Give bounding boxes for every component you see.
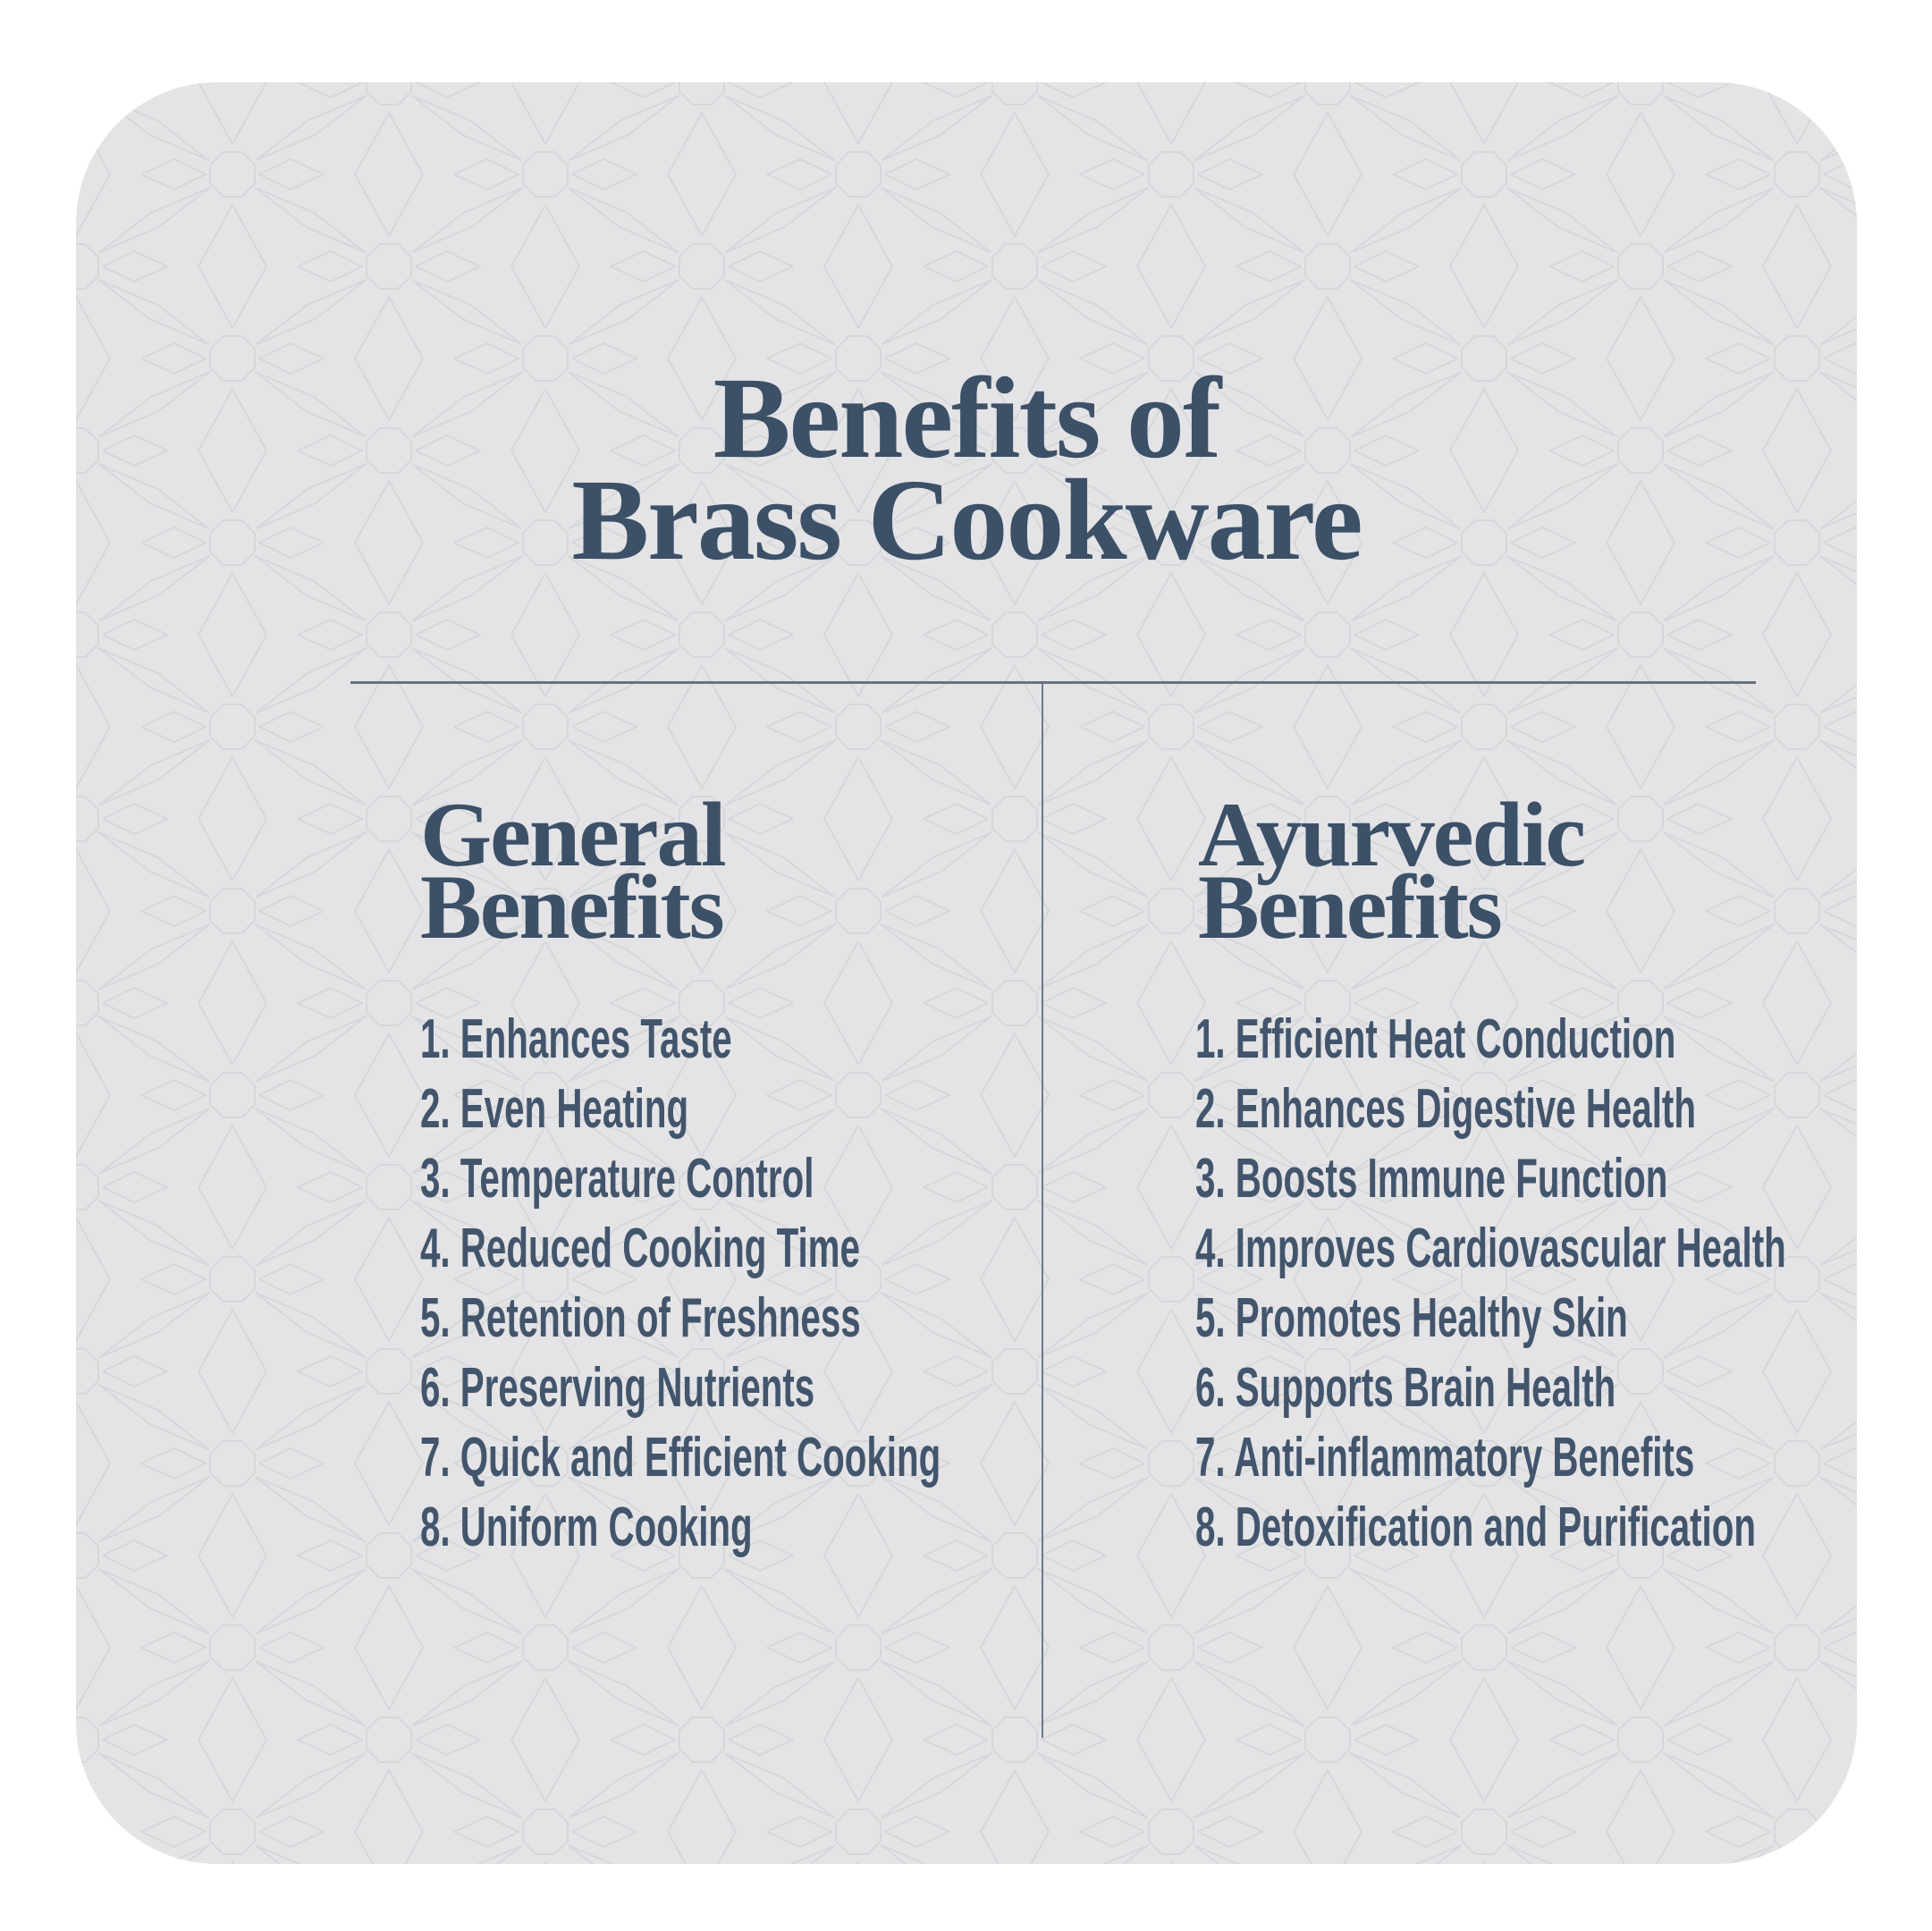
- list-item: 1. Efficient Heat Conduction: [1195, 1008, 1676, 1070]
- list-item: 6. Preserving Nutrients: [420, 1357, 815, 1419]
- list-item: 6. Supports Brain Health: [1195, 1357, 1616, 1419]
- list-item: 5. Promotes Healthy Skin: [1195, 1287, 1628, 1349]
- general-benefits-heading-line2: Benefits: [420, 856, 723, 958]
- general-benefits-heading: [420, 784, 725, 958]
- ayurvedic-benefits-heading-line2: Benefits: [1198, 856, 1501, 958]
- background-pattern: [76, 82, 1857, 1864]
- general-benefits-heading-line1: General: [420, 784, 725, 886]
- list-item: 3. Boosts Immune Function: [1195, 1148, 1668, 1210]
- list-item: 3. Temperature Control: [420, 1148, 814, 1210]
- list-item: 8. Detoxification and Purification: [1195, 1497, 1756, 1558]
- list-item: 7. Quick and Efficient Cooking: [420, 1427, 941, 1488]
- horizontal-divider: [350, 681, 1756, 684]
- list-item: 2. Even Heating: [420, 1078, 689, 1140]
- ayurvedic-benefits-list: [1195, 1005, 1811, 1563]
- list-item: 7. Anti-inflammatory Benefits: [1195, 1427, 1695, 1488]
- ayurvedic-benefits-heading-line1: Ayurvedic: [1198, 784, 1585, 886]
- poster-title: [76, 354, 1857, 585]
- vertical-divider: [1042, 684, 1043, 1738]
- ayurvedic-benefits-heading: [1198, 784, 1585, 958]
- poster-title-line1: Benefits of: [713, 354, 1220, 483]
- poster-card: [76, 82, 1857, 1864]
- list-item: 4. Improves Cardiovascular Health: [1195, 1218, 1786, 1279]
- poster-title-line2: Brass Cookware: [571, 456, 1362, 585]
- list-item: 1. Enhances Taste: [420, 1008, 732, 1070]
- list-item: 5. Retention of Freshness: [420, 1287, 861, 1349]
- list-item: 8. Uniform Cooking: [420, 1497, 753, 1558]
- list-item: 2. Enhances Digestive Health: [1195, 1078, 1696, 1140]
- general-benefits-list: [420, 1005, 1036, 1563]
- list-item: 4. Reduced Cooking Time: [420, 1218, 860, 1279]
